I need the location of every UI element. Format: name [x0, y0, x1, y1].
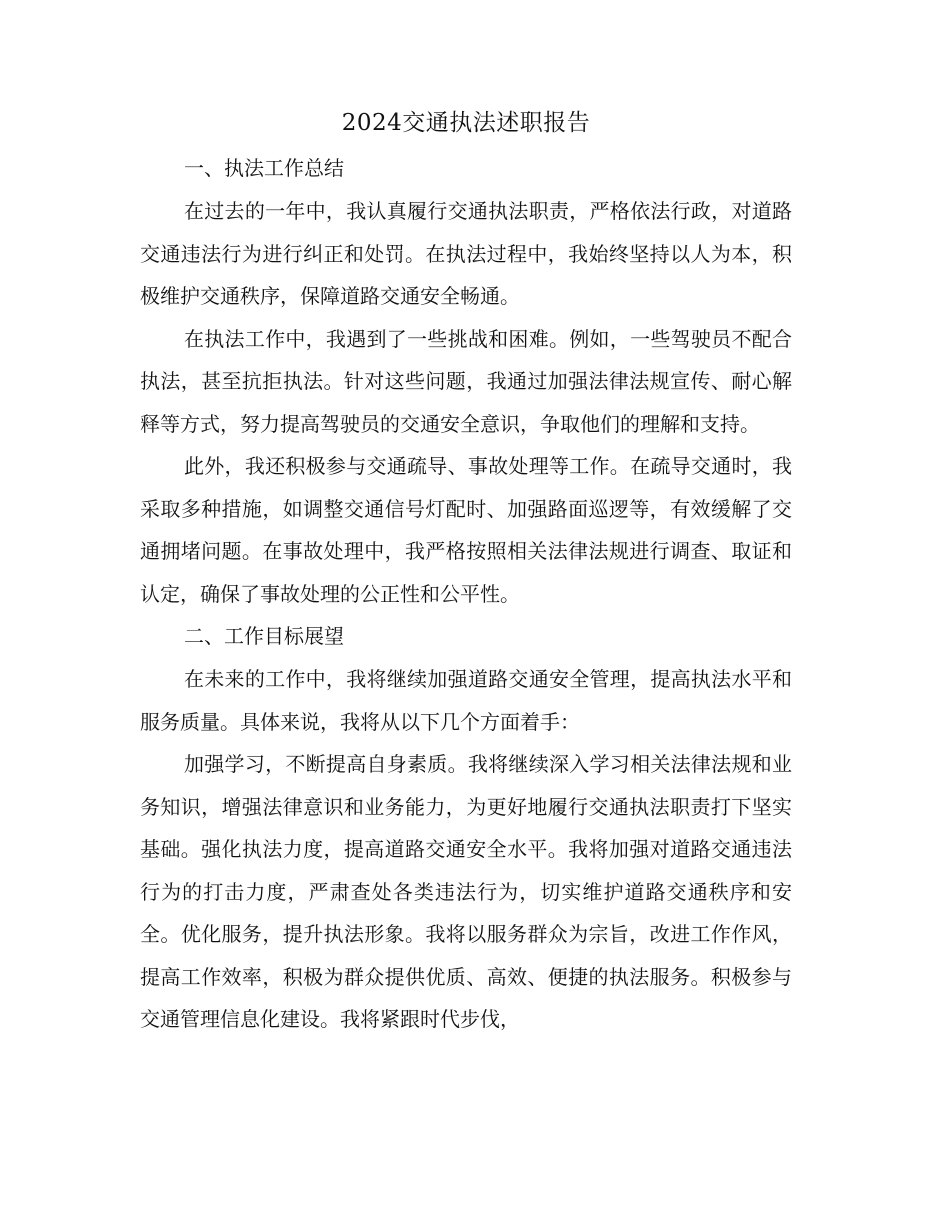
section-goals-outlook	[140, 615, 792, 1041]
paragraph: 在执法工作中，我遇到了一些挑战和困难。例如，一些驾驶员不配合执法，甚至抗拒执法。针对这些问题，我通过加强法律法规宣传、耐心解释等方式，努力提高驾驶员的交通安全意识，争取他们的理解和支持。	[140, 326, 792, 436]
paragraph: 在未来的工作中，我将继续加强道路交通安全管理，提高执法水平和服务质量。具体来说，我将从以下几个方面着手：	[140, 667, 792, 734]
section-heading: 二、工作目标展望	[184, 624, 344, 648]
section-heading: 一、执法工作总结	[184, 156, 344, 180]
paragraph: 在过去的一年中，我认真履行交通执法职责，严格依法行政，对道路交通违法行为进行纠正和处罚。在执法过程中，我始终坚持以人为本，积极维护交通秩序，保障道路交通安全畅通。	[140, 199, 792, 308]
document-title: 2024交通执法述职报告	[341, 110, 591, 136]
document-body	[140, 103, 792, 1041]
paragraph: 加强学习，不断提高自身素质。我将继续深入学习相关法律法规和业务知识，增强法律意识和业务能力，为更好地履行交通执法职责打下坚实基础。强化执法力度，提高道路交通安全水平。我将加强对道路交通违法行为的打击力度，严肃查处各类违法行为，切实维护道路交通秩序和安全。优化服务，提升执法形象。我将以服务群众为宗旨，改进工作作风，提高工作效率，积极为群众提供优质、高效、便捷的执法服务。积极参与交通管理信息化建设。我将紧跟时代步伐，	[140, 752, 792, 1031]
paragraph: 此外，我还积极参与交通疏导、事故处理等工作。在疏导交通时，我采取多种措施，如调整交通信号灯配时、加强路面巡逻等，有效缓解了交通拥堵问题。在事故处理中，我严格按照相关法律法规进行调查、取证和认定，确保了事故处理的公正性和公平性。	[140, 454, 792, 606]
section-work-summary	[140, 147, 792, 615]
